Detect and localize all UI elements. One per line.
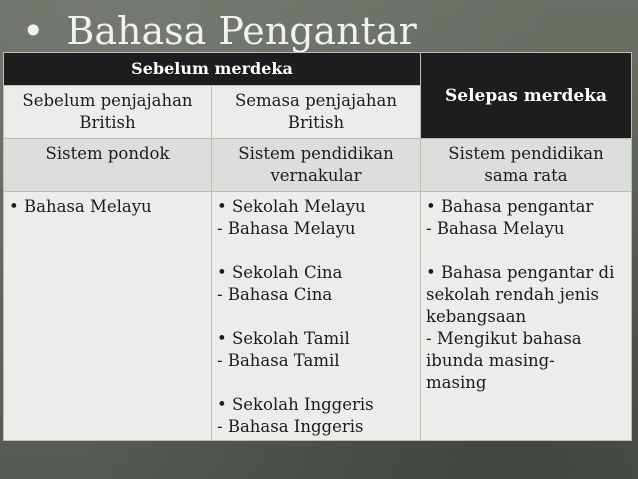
detail-cell-1 [4, 192, 212, 441]
detail-line: • Sekolah Cina [217, 263, 343, 282]
system-cell-1 [4, 139, 212, 192]
detail-spacer [426, 240, 626, 262]
detail-line: • Sekolah Inggeris [217, 395, 374, 414]
detail-cell-3 [421, 192, 632, 441]
detail-line: - Bahasa Cina [217, 285, 333, 304]
header-sebelum-penjajahan [4, 86, 212, 139]
detail-line: • Bahasa pengantar di [426, 263, 615, 282]
system-line: Sistem pondok [45, 144, 170, 163]
detail-spacer [217, 372, 415, 394]
detail-spacer [217, 240, 415, 262]
system-line: Sistem pendidikan [448, 144, 604, 163]
detail-line: sekolah rendah jenis [426, 285, 599, 304]
header-selepas-merdeka: Selepas merdeka [421, 53, 632, 139]
detail-line: - Bahasa Inggeris [217, 417, 364, 436]
title-text: Bahasa Pengantar [66, 9, 417, 53]
comparison-table [3, 52, 632, 441]
system-line: sama rata [484, 166, 568, 185]
detail-cell-2 [212, 192, 421, 441]
system-line: vernakular [270, 166, 362, 185]
header-line: British [287, 113, 345, 132]
system-line: Sistem pendidikan [238, 144, 394, 163]
detail-line: • Sekolah Tamil [217, 329, 350, 348]
slide-title [22, 8, 417, 54]
detail-line: • Sekolah Melayu [217, 197, 366, 216]
detail-spacer [217, 306, 415, 328]
detail-line: masing [426, 373, 487, 392]
title-bullet: • [22, 9, 45, 53]
header-sebelum-merdeka: Sebelum merdeka [4, 53, 421, 86]
header-line: Semasa penjajahan [234, 91, 398, 110]
detail-line: • Bahasa Melayu [9, 197, 152, 216]
detail-line: - Bahasa Melayu [426, 219, 565, 238]
detail-line: • Bahasa pengantar [426, 197, 594, 216]
system-cell-3 [421, 139, 632, 192]
header-line: British [79, 113, 136, 132]
header-semasa-penjajahan [212, 86, 421, 139]
detail-line: kebangsaan [426, 307, 527, 326]
detail-line: - Bahasa Melayu [217, 219, 356, 238]
detail-line: - Bahasa Tamil [217, 351, 340, 370]
system-cell-2 [212, 139, 421, 192]
header-line: Sebelum penjajahan [22, 91, 193, 110]
detail-line: ibunda masing- [426, 351, 555, 370]
detail-line: - Mengikut bahasa [426, 329, 582, 348]
